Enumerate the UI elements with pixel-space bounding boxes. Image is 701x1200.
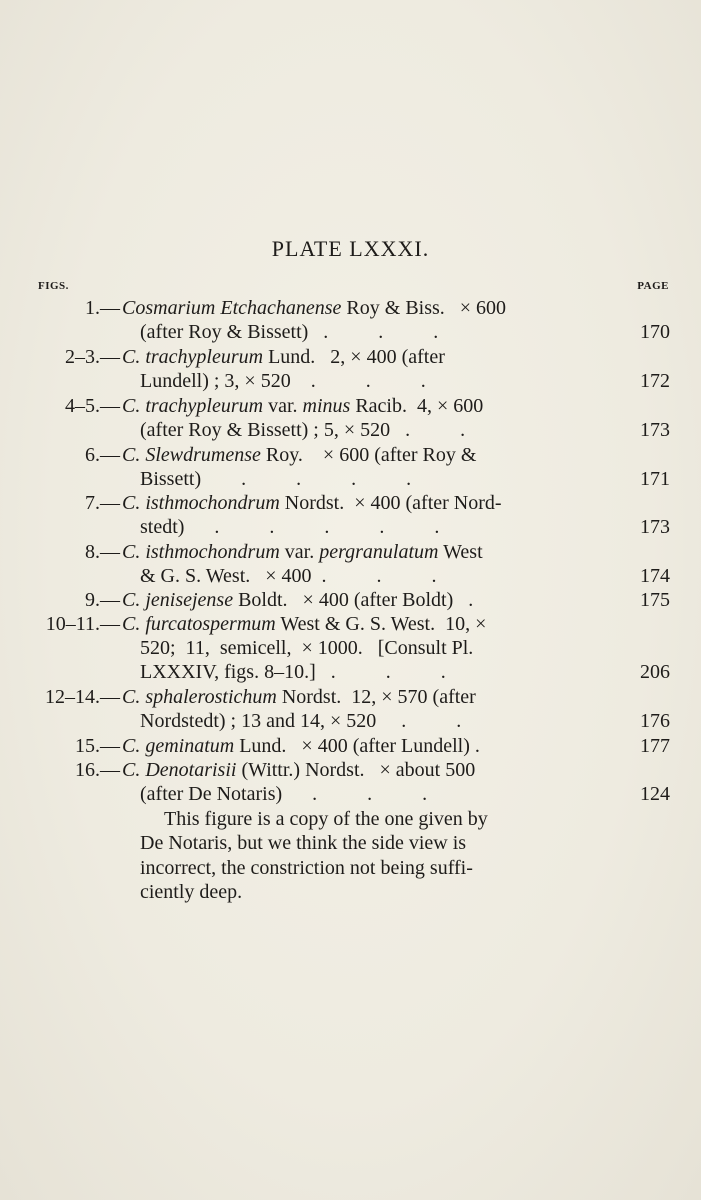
entry-text: Nordst. 12, × 570 (after bbox=[276, 686, 476, 708]
entry-number: 2–3.— bbox=[65, 346, 120, 368]
note-line-2 bbox=[0, 831, 701, 855]
page-number: 175 bbox=[640, 589, 670, 611]
entry-4-line-1 bbox=[0, 443, 701, 467]
entry-number: 12–14.— bbox=[45, 686, 120, 708]
entry-1-line-1 bbox=[0, 296, 701, 320]
entry-2-line-2 bbox=[0, 369, 701, 393]
entry-text: West & G. S. West. 10, × bbox=[275, 613, 487, 635]
page-number: 173 bbox=[640, 419, 670, 441]
entry-text: Lundell) ; 3, × 520 . . . bbox=[140, 370, 426, 392]
page-number: 206 bbox=[640, 661, 670, 683]
species-name: Cosmarium Etchachanense bbox=[122, 297, 342, 319]
page-number: 171 bbox=[640, 468, 670, 490]
entry-text: (after De Notaris) . . . bbox=[140, 783, 428, 805]
entry-9-line-2 bbox=[0, 709, 701, 733]
entry-8-line-3 bbox=[0, 660, 701, 684]
page-number: 174 bbox=[640, 565, 670, 587]
entry-8-line-2 bbox=[0, 636, 701, 660]
page-number: 172 bbox=[640, 370, 670, 392]
entry-3-line-2 bbox=[0, 418, 701, 442]
entry-number: 9.— bbox=[85, 589, 120, 611]
entry-text: Nordst. × 400 (after Nord- bbox=[279, 492, 502, 514]
entry-number: 8.— bbox=[85, 541, 120, 563]
entry-5-line-1 bbox=[0, 491, 701, 515]
entry-7-line-1 bbox=[0, 588, 701, 612]
note-line-1 bbox=[0, 807, 701, 831]
entry-11-line-2 bbox=[0, 782, 701, 806]
entry-6-line-2 bbox=[0, 564, 701, 588]
species-name: C. isthmochondrum bbox=[122, 541, 280, 563]
note-text: incorrect, the constriction not being suffi- bbox=[140, 857, 473, 879]
species-name: C. sphalerostichum bbox=[122, 686, 277, 708]
entry-text: 520; 11, semicell, × 1000. [Consult Pl. bbox=[140, 637, 474, 659]
variety-name: minus bbox=[302, 395, 351, 417]
entry-number: 1.— bbox=[85, 297, 120, 319]
entry-4-line-2 bbox=[0, 467, 701, 491]
entry-number: 6.— bbox=[85, 444, 120, 466]
entry-number: 15.— bbox=[75, 735, 120, 757]
entry-number: 7.— bbox=[85, 492, 120, 514]
figs-column-header: FIGS. bbox=[38, 280, 69, 292]
entry-text: Lund. 2, × 400 (after bbox=[263, 346, 445, 368]
variety-name: pergranulatum bbox=[319, 541, 439, 563]
entry-5-line-2 bbox=[0, 515, 701, 539]
entry-text: Bissett) . . . . bbox=[140, 468, 412, 490]
entry-text: Roy. × 600 (after Roy & bbox=[260, 444, 477, 466]
page-column-header: PAGE bbox=[637, 280, 669, 292]
note-text: ciently deep. bbox=[140, 881, 243, 903]
entry-text: var. bbox=[263, 395, 303, 417]
species-name: C. jenisejense bbox=[122, 589, 234, 611]
species-name: C. furcatospermum bbox=[122, 613, 276, 635]
entry-11-line-1 bbox=[0, 758, 701, 782]
entry-8-line-1 bbox=[0, 612, 701, 636]
note-line-4 bbox=[0, 880, 701, 904]
entry-text: Lund. × 400 (after Lundell) . bbox=[234, 735, 480, 757]
entry-text: LXXXIV, figs. 8–10.] . . . bbox=[140, 661, 446, 683]
entry-text: & G. S. West. × 400 . . . bbox=[140, 565, 437, 587]
entry-text: West bbox=[438, 541, 483, 563]
entry-2-line-1 bbox=[0, 345, 701, 369]
entry-text: Boldt. × 400 (after Boldt) . bbox=[233, 589, 474, 611]
note-text: De Notaris, but we think the side view is bbox=[140, 832, 467, 854]
entry-number: 16.— bbox=[75, 759, 120, 781]
entry-text: Nordstedt) ; 13 and 14, × 520 . . bbox=[140, 710, 462, 732]
entry-10-line-1 bbox=[0, 734, 701, 758]
species-name: C. Denotarisii bbox=[122, 759, 237, 781]
entry-text: var. bbox=[279, 541, 320, 563]
entry-text: stedt) . . . . . bbox=[140, 516, 440, 538]
entry-text: Roy & Biss. × 600 bbox=[341, 297, 507, 319]
species-name: C. trachypleurum bbox=[122, 346, 264, 368]
page-number: 173 bbox=[640, 516, 670, 538]
species-name: C. geminatum bbox=[122, 735, 235, 757]
note-text: This figure is a copy of the one given by bbox=[164, 808, 488, 830]
entry-3-line-1 bbox=[0, 394, 701, 418]
entry-1-line-2 bbox=[0, 320, 701, 344]
entry-number: 4–5.— bbox=[65, 395, 120, 417]
entry-text: (Wittr.) Nordst. × about 500 bbox=[236, 759, 476, 781]
species-name: C. Slewdrumense bbox=[122, 444, 261, 466]
entry-text: Racib. 4, × 600 bbox=[350, 395, 484, 417]
species-name: C. trachypleurum bbox=[122, 395, 264, 417]
entry-text: (after Roy & Bissett) . . . bbox=[140, 321, 439, 343]
page-number: 124 bbox=[640, 783, 670, 805]
page-number: 176 bbox=[640, 710, 670, 732]
page-number: 177 bbox=[640, 735, 670, 757]
plate-title: PLATE LXXXI. bbox=[271, 236, 430, 261]
entry-number: 10–11.— bbox=[45, 613, 120, 635]
species-name: C. isthmochondrum bbox=[122, 492, 280, 514]
entry-9-line-1 bbox=[0, 685, 701, 709]
note-line-3 bbox=[0, 856, 701, 880]
entry-6-line-1 bbox=[0, 540, 701, 564]
entry-text: (after Roy & Bissett) ; 5, × 520 . . bbox=[140, 419, 466, 441]
page-number: 170 bbox=[640, 321, 670, 343]
